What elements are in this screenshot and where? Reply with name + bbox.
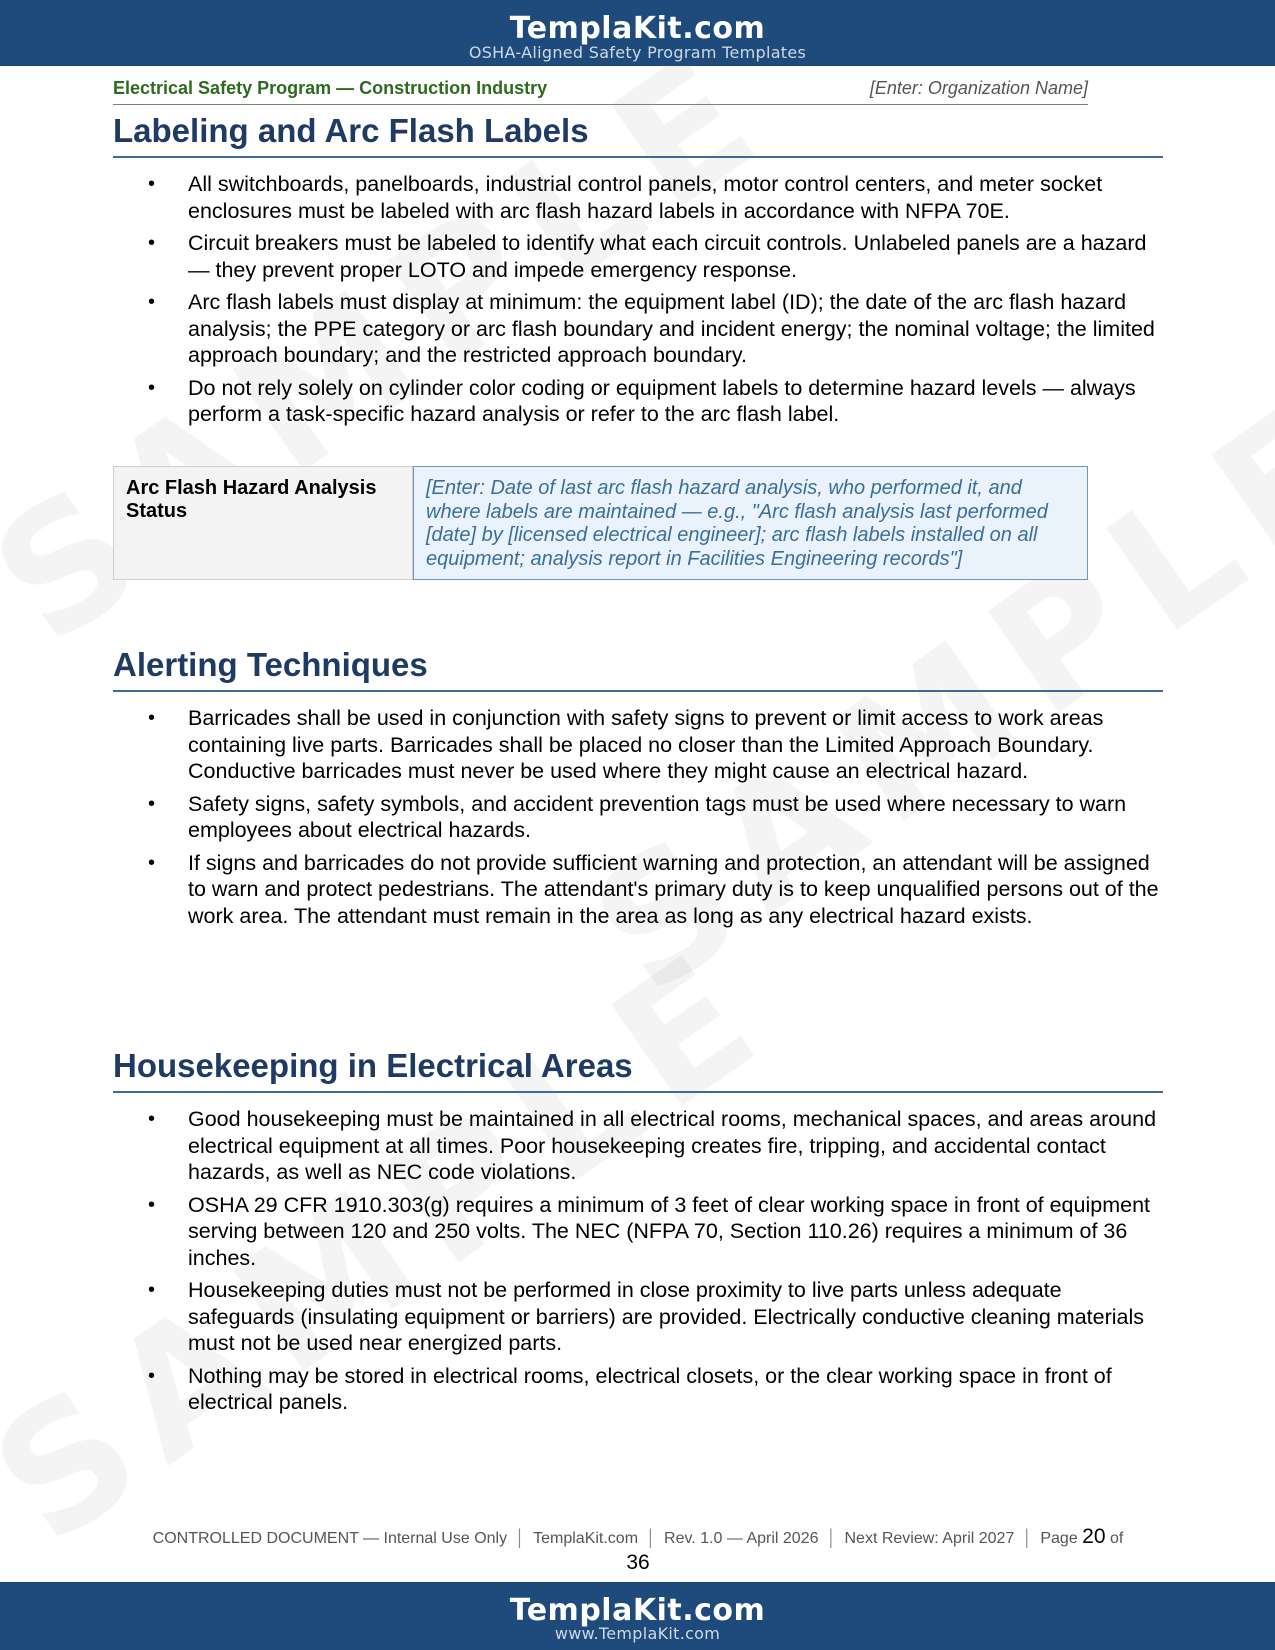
list-item bbox=[113, 1277, 1165, 1357]
bullet-icon: • bbox=[148, 707, 156, 729]
bullet-icon: • bbox=[148, 1364, 156, 1387]
footer-site: TemplaKit.com bbox=[533, 1530, 639, 1547]
bullet-icon: • bbox=[148, 792, 156, 815]
bullet-icon: • bbox=[148, 232, 156, 254]
list-item-text: Housekeeping duties must not be performed in close proximity to live parts unless adequate safeguards (insulating equipment or barriers) are provided. Electrically conductive cleaning materials must not be used near energized parts. bbox=[188, 1278, 1145, 1355]
field-label: Arc Flash Hazard Analysis Status bbox=[113, 466, 413, 580]
footer-next-review: Next Review: April 2027 bbox=[844, 1530, 1015, 1547]
list-item bbox=[113, 1192, 1165, 1272]
page-footer bbox=[113, 1525, 1163, 1575]
brand-logo: TemplaKit.com bbox=[509, 11, 766, 46]
footer-revision: Rev. 1.0 — April 2026 bbox=[664, 1530, 819, 1547]
list-item-text: If signs and barricades do not provide sufficient warning and protection, an attendant will be assigned to warn and protect pedestrians. The attendant's primary duty is to keep unqualified persons out of the work area. The attendant must remain in the area as long as any electrical hazard exists. bbox=[188, 850, 1159, 928]
list-item-text: All switchboards, panelboards, industrial control panels, motor control centers, and meter socket enclosures must be labeled with arc flash hazard labels in accordance with NFPA 70E. bbox=[188, 172, 1103, 223]
list-item bbox=[113, 791, 1165, 844]
footer-controlled-notice: CONTROLLED DOCUMENT — Internal Use Only bbox=[152, 1530, 508, 1547]
document-title: Electrical Safety Program — Construction Industry bbox=[113, 78, 548, 98]
bullet-icon: • bbox=[148, 291, 156, 313]
organization-name-placeholder: [Enter: Organization Name] bbox=[869, 78, 1088, 98]
footer-divider: │ bbox=[1022, 1530, 1033, 1547]
labeling-bullet-list bbox=[113, 171, 1165, 434]
list-item bbox=[113, 1363, 1165, 1416]
running-header bbox=[113, 78, 1088, 105]
list-item bbox=[113, 230, 1165, 283]
footer-page-number: 20 bbox=[1082, 1525, 1106, 1548]
bullet-icon: • bbox=[148, 1279, 156, 1301]
footer-total-pages: 36 bbox=[626, 1551, 650, 1574]
footer-divider: │ bbox=[646, 1530, 657, 1547]
arc-flash-status-field bbox=[113, 466, 1088, 580]
list-item bbox=[113, 375, 1165, 428]
bullet-icon: • bbox=[148, 173, 156, 195]
list-item-text: Arc flash labels must display at minimum: the equipment label (ID); the date of the arc flash hazard analysis; the PPE category or arc flash boundary and incident energy; the nominal voltage; the limited approach boundary; and the restricted approach boundary. bbox=[188, 290, 1155, 367]
list-item-text: Safety signs, safety symbols, and accident prevention tags must be used where necessary to warn employees about electrical hazards. bbox=[188, 791, 1127, 842]
list-item bbox=[113, 289, 1165, 369]
bullet-icon: • bbox=[148, 376, 156, 399]
section-heading-housekeeping: Housekeeping in Electrical Areas bbox=[113, 1047, 1163, 1093]
list-item bbox=[113, 705, 1165, 785]
section-heading-labeling: Labeling and Arc Flash Labels bbox=[113, 112, 1163, 158]
footer-page-label: Page bbox=[1040, 1530, 1078, 1547]
bottom-banner bbox=[0, 1582, 1275, 1650]
list-item-text: Barricades shall be used in conjunction with safety signs to prevent or limit access to work areas containing live parts. Barricades shall be placed no closer than the Limited Approach Boundary. Conductive barricades must never be used where they might cause an electrical hazard. bbox=[188, 706, 1104, 783]
bullet-icon: • bbox=[148, 1108, 156, 1130]
list-item bbox=[113, 850, 1165, 930]
section-heading-alerting: Alerting Techniques bbox=[113, 646, 1163, 692]
brand-tagline: OSHA-Aligned Safety Program Templates bbox=[468, 43, 807, 62]
list-item-text: Circuit breakers must be labeled to identify what each circuit controls. Unlabeled panels are a hazard — they prevent proper LOTO and impede emergency response. bbox=[188, 231, 1147, 282]
bullet-icon: • bbox=[148, 1193, 156, 1216]
footer-of-label: of bbox=[1109, 1530, 1124, 1547]
footer-divider: │ bbox=[515, 1530, 526, 1547]
alerting-bullet-list bbox=[113, 705, 1165, 935]
brand-logo-footer: TemplaKit.com bbox=[509, 1593, 766, 1628]
list-item-text: Nothing may be stored in electrical rooms, electrical closets, or the clear working space in front of electrical panels. bbox=[188, 1363, 1112, 1414]
list-item-text: Do not rely solely on cylinder color coding or equipment labels to determine hazard levels — always perform a task-specific hazard analysis or refer to the arc flash label. bbox=[188, 375, 1136, 426]
bullet-icon: • bbox=[148, 851, 156, 874]
list-item-text: OSHA 29 CFR 1910.303(g) requires a minimum of 3 feet of clear working space in front of equipment serving between 120 and 250 volts. The NEC (NFPA 70, Section 110.26) requires a minimum of 36 inches. bbox=[188, 1192, 1150, 1270]
brand-url: www.TemplaKit.com bbox=[554, 1624, 721, 1643]
list-item bbox=[113, 171, 1165, 224]
field-value-placeholder[interactable]: [Enter: Date of last arc flash hazard analysis, who performed it, and where labels are maintained — e.g., "Arc flash analysis last performed [date] by [licensed electrical engineer]; arc flash labels installed on all equipment; analysis report in Facilities Engineering records"] bbox=[413, 466, 1088, 580]
footer-divider: │ bbox=[826, 1530, 837, 1547]
list-item bbox=[113, 1106, 1165, 1186]
list-item-text: Good housekeeping must be maintained in all electrical rooms, mechanical spaces, and areas around electrical equipment at all times. Poor housekeeping creates fire, tripping, and accidental contact hazards, as well as NEC code violations. bbox=[188, 1107, 1157, 1184]
top-banner bbox=[0, 0, 1275, 66]
housekeeping-bullet-list bbox=[113, 1106, 1165, 1422]
